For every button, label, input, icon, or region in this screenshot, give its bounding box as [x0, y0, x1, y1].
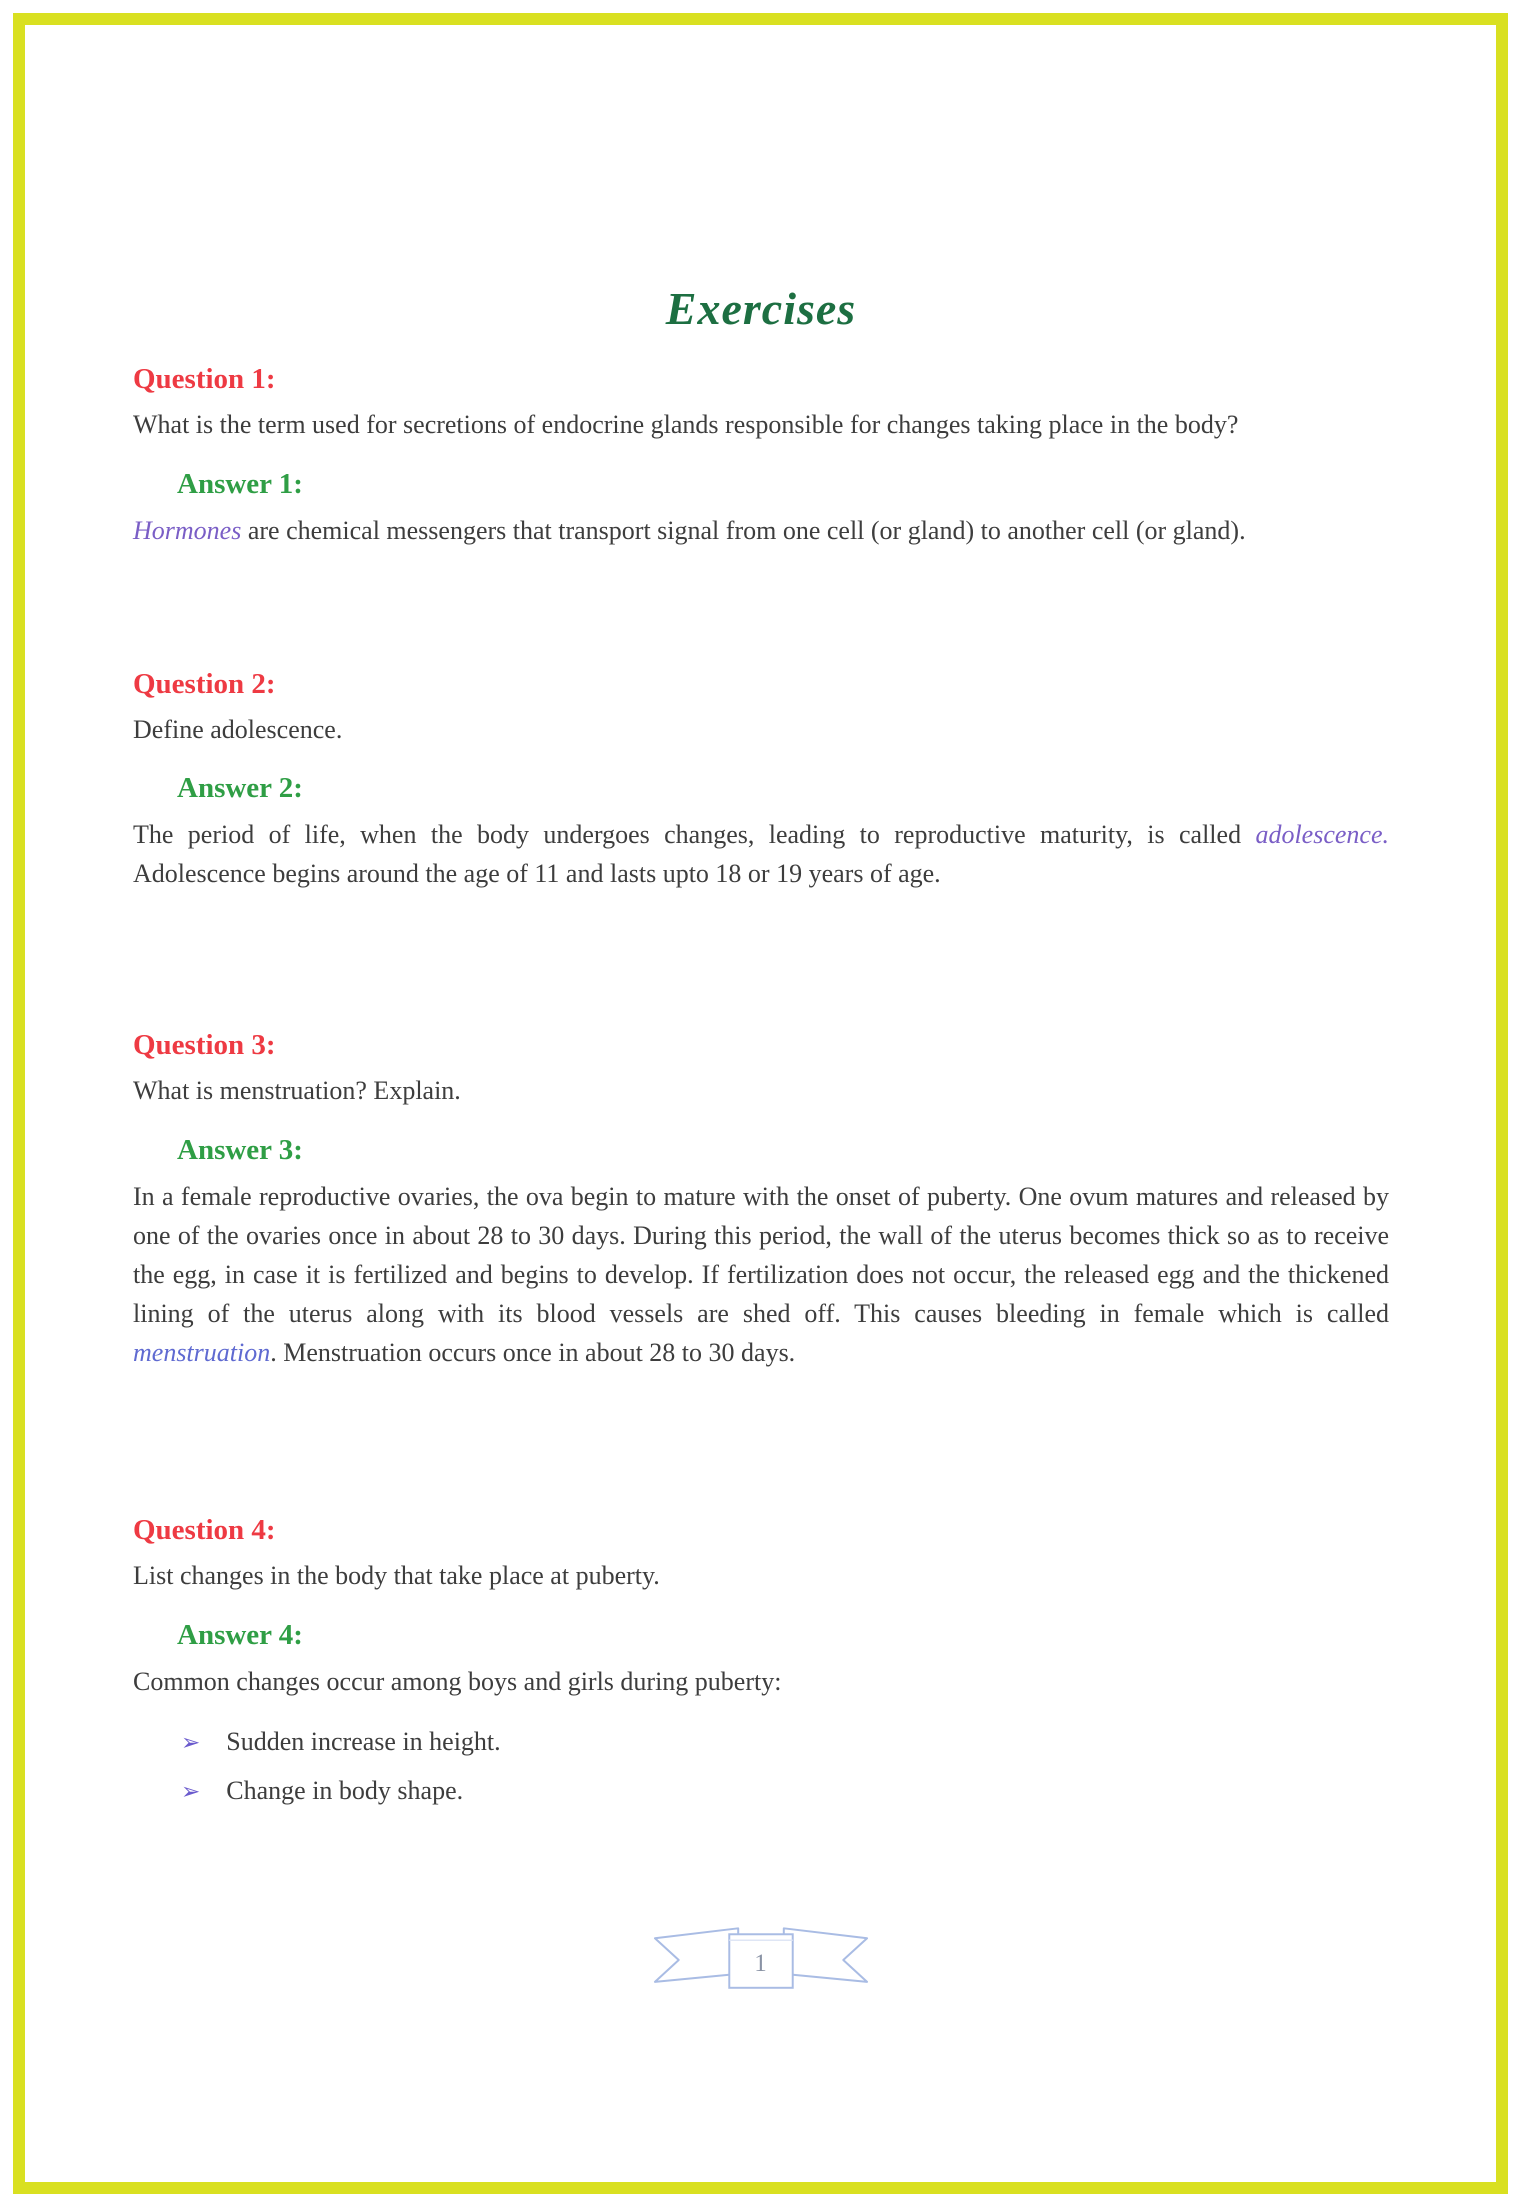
question-2-label: Question 2:: [133, 667, 276, 700]
list-item: [181, 1723, 1389, 1761]
answer-3-body-2: . Menstruation occurs once in about 28 to 30 days.: [270, 1338, 796, 1368]
question-4-text: List changes in the body that take place at puberty.: [133, 1561, 660, 1591]
bullet-text-2: Change in body shape.: [226, 1776, 464, 1806]
answer-2-text: [133, 815, 1389, 893]
question-1-text: What is the term used for secretions of endocrine glands responsible for changes taking place in the body?: [133, 410, 1239, 439]
answer-2-body-2: Adolescence begins around the age of 11 and lasts upto 18 or 19 years of age.: [133, 859, 941, 889]
question-2-text: Define adolescence.: [133, 714, 343, 744]
answer-4-intro: [133, 1662, 1389, 1701]
answer-4-bullet-list: [133, 1723, 1389, 1810]
page-title: Exercises: [665, 283, 857, 334]
list-item: [181, 1772, 1389, 1810]
answer-4-body: Common changes occur among boys and girls during puberty:: [133, 1666, 782, 1696]
question-block-3: [133, 1029, 1389, 1372]
question-1-label: Question 1:: [133, 363, 276, 395]
answer-3-label: Answer 3:: [177, 1134, 303, 1167]
answer-2-term: adolescence.: [1255, 820, 1389, 850]
answer-2-label: Answer 2:: [177, 772, 303, 805]
answer-1-label: Answer 1:: [177, 467, 303, 500]
answer-4-label: Answer 4:: [177, 1618, 303, 1651]
page-number-ribbon: [647, 1922, 875, 2006]
question-3-text: What is menstruation? Explain.: [133, 1076, 461, 1106]
question-block-2: [133, 668, 1389, 894]
bullet-text-1: Sudden increase in height.: [226, 1726, 501, 1756]
answer-1-body: are chemical messengers that transport signal from one cell (or gland) to another cell (or gland).: [241, 515, 1246, 545]
answer-3-text: [133, 1177, 1389, 1372]
page-number: 1: [754, 1950, 767, 1977]
answer-2-body-1: The period of life, when the body undergoes changes, leading to reproductive maturity, is called: [133, 820, 1256, 850]
question-block-4: [133, 1514, 1389, 1810]
answer-1-text: [133, 511, 1389, 550]
question-4-label: Question 4:: [133, 1514, 276, 1547]
answer-3-term: menstruation: [133, 1338, 271, 1368]
question-block-1: [133, 363, 1389, 550]
answer-3-body-1: In a female reproductive ovaries, the ova begin to mature with the onset of puberty. One ovum matures and released by one of the ovaries once in about 28 to 30 days. During this period, the wall of the uterus becomes thick so as to receive the egg, in case it is fertilized and begins to develop. If fertilization does not occur, the released egg and the thickened lining of the uterus along with its blood vessels are shed off. This causes bleeding in female which is called: [133, 1182, 1389, 1329]
arrow-bullet-icon: ➢: [181, 1729, 201, 1756]
question-3-label: Question 3:: [133, 1029, 276, 1062]
answer-1-term: Hormones: [133, 515, 242, 545]
arrow-bullet-icon: ➢: [181, 1779, 201, 1806]
